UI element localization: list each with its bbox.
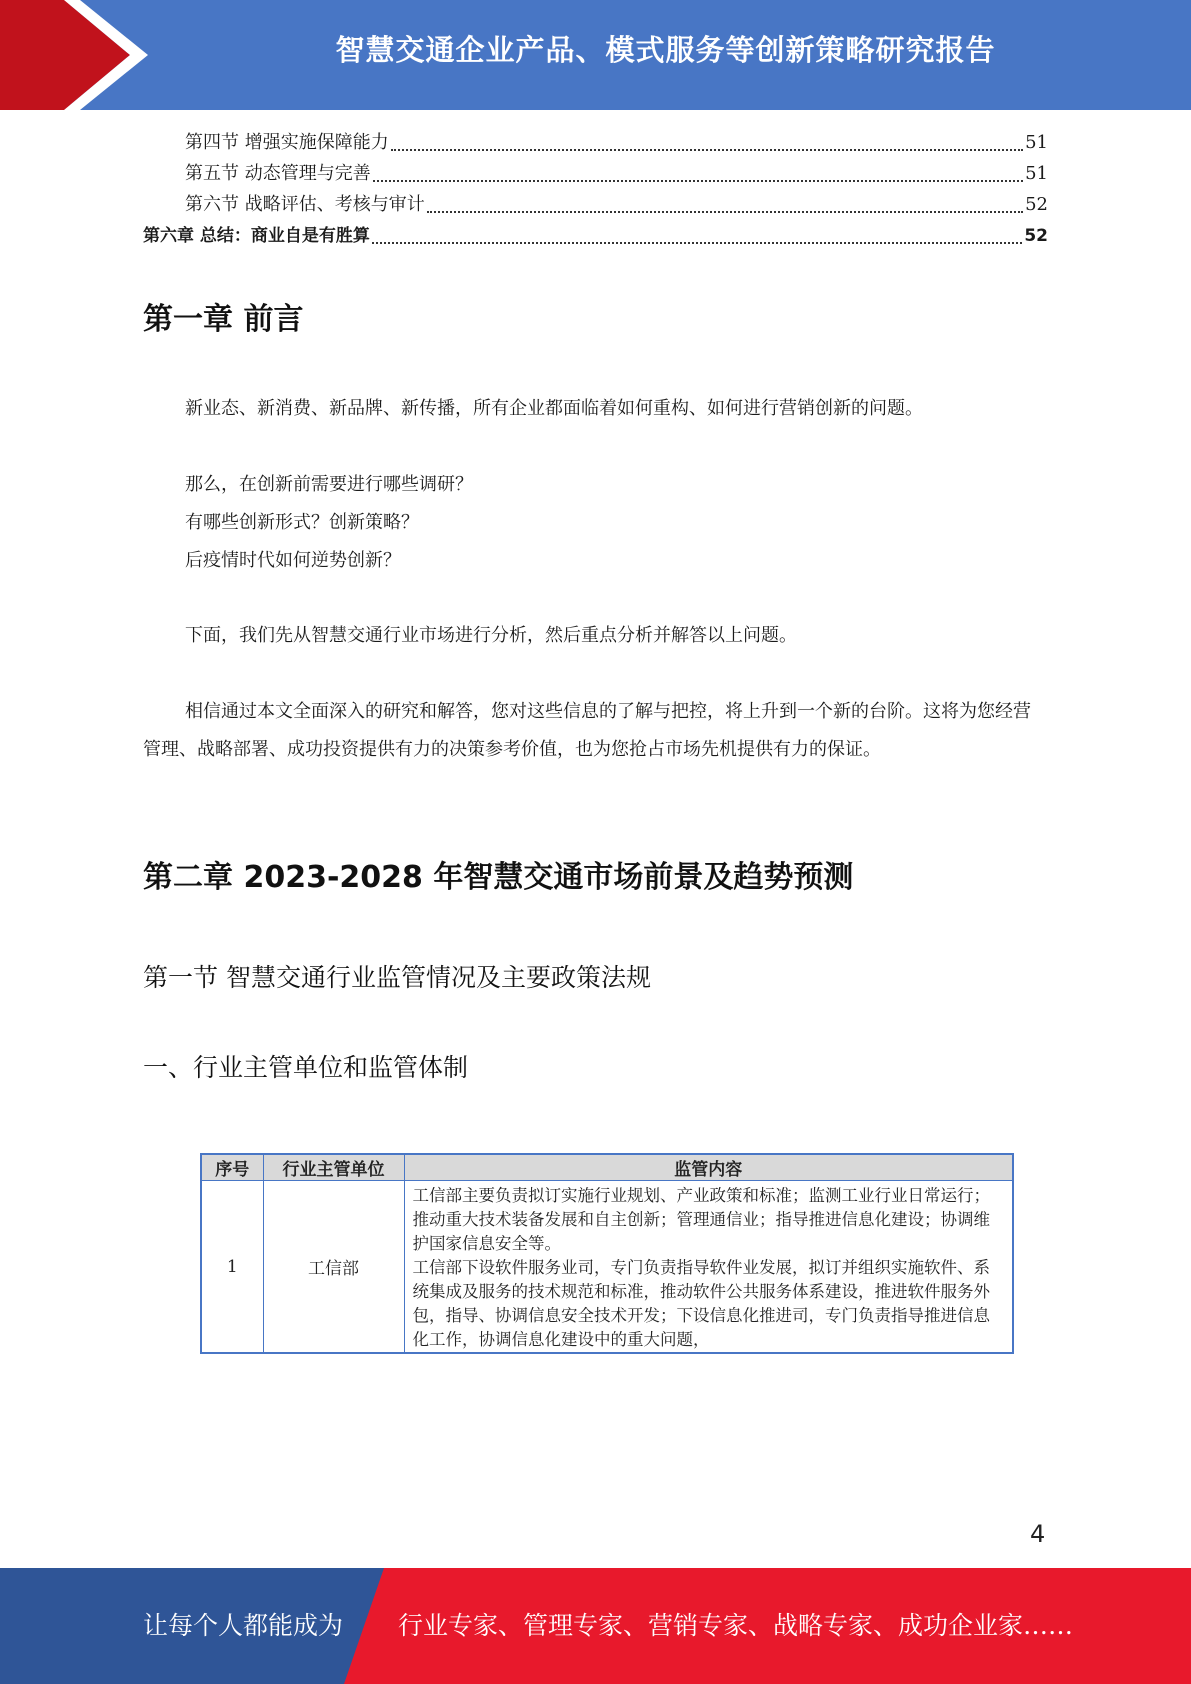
chapter-heading: 第一章 前言 xyxy=(143,302,304,337)
toc-page-number: 52 xyxy=(1025,194,1048,215)
section-heading: 第一节 智慧交通行业监管情况及主要政策法规 xyxy=(143,963,651,992)
paragraph: 后疫情时代如何逆势创新？ xyxy=(185,550,401,571)
toc-leader-dots xyxy=(372,230,1022,244)
paragraph: 那么，在创新前需要进行哪些调研？ xyxy=(185,474,473,495)
paragraph: 有哪些创新形式？创新策略？ xyxy=(185,512,419,533)
toc-leader-dots xyxy=(373,168,1023,182)
toc-leader-dots xyxy=(427,199,1023,213)
toc-page-number: 51 xyxy=(1025,163,1048,184)
paragraph: 新业态、新消费、新品牌、新传播，所有企业都面临着如何重构、如何进行营销创新的问题。 xyxy=(185,398,923,419)
table-cell-number: 1 xyxy=(201,1181,263,1354)
page-number: 4 xyxy=(1030,1520,1046,1548)
page-header xyxy=(0,0,1191,110)
paragraph: 相信通过本文全面深入的研究和解答，您对这些信息的了解与把控，将上升到一个新的台阶。这将为您经营管理、战略部署、成功投资提供有力的决策参考价值，也为您抢占市场先机提供有力的保证。 xyxy=(143,701,1031,760)
toc-label: 第六章 总结：商业自是有胜算 xyxy=(143,226,370,246)
table-header-cell: 行业主管单位 xyxy=(263,1154,404,1181)
document-title: 智慧交通企业产品、模式服务等创新策略研究报告 xyxy=(335,33,996,67)
footer-slogan-left: 让每个人都能成为 xyxy=(143,1611,344,1640)
header-chevron-icon xyxy=(0,0,150,110)
table-header-cell: 监管内容 xyxy=(404,1154,1013,1181)
chapter-heading: 第二章 2023-2028 年智慧交通市场前景及趋势预测 xyxy=(143,860,854,895)
table-cell-unit: 工信部 xyxy=(263,1181,404,1354)
toc-label: 第四节 增强实施保障能力 xyxy=(185,132,389,153)
regulator-table xyxy=(200,1153,1014,1354)
table-of-contents xyxy=(143,128,1048,252)
toc-item[interactable] xyxy=(143,190,1048,221)
paragraph: 下面，我们先从智慧交通行业市场进行分析，然后重点分析并解答以上问题。 xyxy=(185,625,797,646)
table-cell-content xyxy=(404,1181,1013,1354)
table-header-row xyxy=(201,1154,1013,1181)
toc-chapter-item[interactable] xyxy=(143,221,1048,252)
content-paragraph: 工信部主要负责拟订实施行业规划、产业政策和标准；监测工业行业日常运行；推动重大技术装备发展和自主创新；管理通信业；指导推进信息化建设；协调维护国家信息安全等。 xyxy=(412,1186,990,1253)
toc-label: 第六节 战略评估、考核与审计 xyxy=(185,194,425,215)
page-footer xyxy=(0,1568,1191,1684)
subsection-heading: 一、行业主管单位和监管体制 xyxy=(143,1053,469,1082)
toc-item[interactable] xyxy=(143,128,1048,159)
toc-page-number: 51 xyxy=(1025,132,1048,153)
toc-item[interactable] xyxy=(143,159,1048,190)
toc-page-number: 52 xyxy=(1024,226,1048,246)
toc-leader-dots xyxy=(391,137,1023,151)
content-paragraph: 工信部下设软件服务业司，专门负责指导软件业发展，拟订并组织实施软件、系统集成及服务的技术规范和标准，推动软件公共服务体系建设，推进软件服务外包，指导、协调信息安全技术开发；下设信息化推进司，专门负责指导推进信息化工作，协调信息化建设中的重大问题， xyxy=(412,1258,990,1349)
toc-label: 第五节 动态管理与完善 xyxy=(185,163,371,184)
footer-slogan-right: 行业专家、管理专家、营销专家、战略专家、成功企业家…… xyxy=(398,1611,1074,1640)
table-row xyxy=(201,1181,1013,1354)
table-header-cell: 序号 xyxy=(201,1154,263,1181)
